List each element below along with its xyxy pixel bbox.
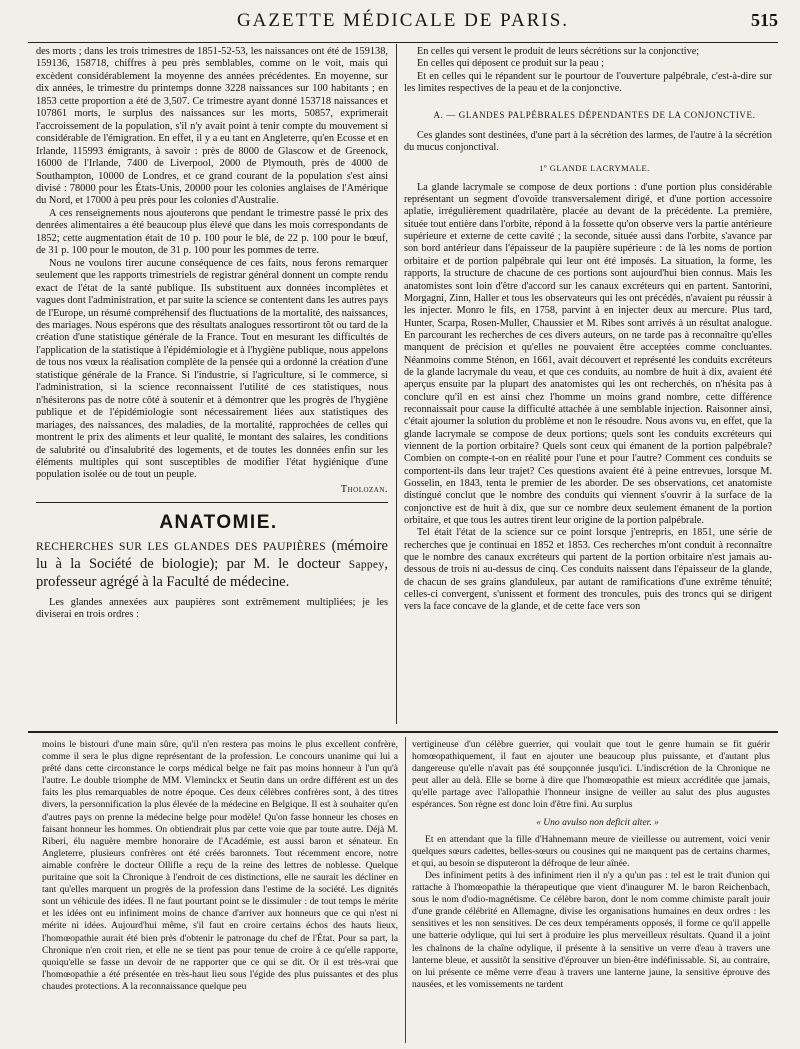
gland-type-1: En celles qui versent le produit de leurs sécrétions sur la conjonctive; [417, 46, 700, 57]
author-signature: Tholozan. [340, 483, 388, 495]
latin-quote: « Uno avulso non deficit alter. » [536, 816, 659, 828]
feuilleton-right-paragraph-3: Des infiniment petits à des infiniment rien il n'y a qu'un pas : tel est le trait d'union qui rattache à l'homœopathie la thérapeutique que vient d'inaugurer M. le baron Reichenbach, sous le nom d'odio-magnétisme. Ce célèbre baron, dont le nom comme chimiste paraît jouir d'une grande célébrité en Allemagne, divise les organisations humaines en deux ordres : les sensitives et les non sensitives. De ces deux tempéraments opposés, il forme ce qu'il appelle une batterie odylique, qui lui sert à produire les plus merveilleux résultats. Quand il a joint les chaînons de la chaîne odylique, il présente à la sensitive un verre d'eau à travers une lanterne bleue, et aussitôt la sensitive d'éprouver un bien-être indéfinissable. Si, au contraire, on lui présente ce même verre d'eau à travers une lanterne jaune, la sensitive éprouve des nausées, et les vomissements ne tardent [412, 869, 770, 990]
subsubsection-heading: 1º GLANDE LACRYMALE. [539, 163, 650, 174]
article-title-middle: (mémoire lu à la Société de biologie); par M. le docteur [36, 537, 388, 572]
header-rule [28, 42, 778, 43]
lacrymal-paragraph: La glande lacrymale se compose de deux portions : d'une portion plus considérable représentant un segment d'ovoïde transversalement dirigé, et d'une portion accessoire aplatie, irrégulièrement quadrilatère, placée au devant de la précédente. La première, située tout entière dans l'orbite, répond à la fossette qu'on observe vers la partie antérieure supérieure et externe de cette cavité ; la seconde, située aussi dans l'orbite, s'avance par son bord antérieur dans l'épaisseur de la paupière supérieure : de là les noms de portion orbitaire et de portion palpébrale qui leur ont été imposés. La situation, la forme, les rapports, la structure de chacune de ces portions sont aujourd'hui bien connus. Mais les anatomistes sont loin d'être d'accord sur les canaux excréteurs qui en partent. Santorini, Morgagni, Zinn, Haller et tous les observateurs qui les ont précédés, n'avaient pu réussir à les injecter. Monro le fils, en 1758, parvint à en injecter deux au mercure. Plus tard, Hunter, Scarpa, Rosen-Muller, Chaussier et M. Ribes sont arrivés à un résultat analogue. En parcourant les recherches de ces divers auteurs, on ne tarde pas à reconnaître qu'elles manquent de précision et qu'elles ne pouvaient être acceptées comme concluantes. Néanmoins comme Sténon, en 1661, avait découvert et représenté les conduits excréteurs de la glande lacrymale du veau, et que ces conduits, au nombre de huit à dix, avaient été aperçus ensuite par la plupart des anatomistes qui les ont recherchés, on n'hésita pas à conclure qu'il en est ainsi chez l'homme un moins grand nombre, cette différence reconnaissait pour cause la difficulté attachée à une semblable injection. Raisonner ainsi, c'était ajourner la solution du problème et non le résoudre. Nous avons vu, en effet, que la glande lacrymale se compose de deux portions; quels sont les conduits excréteurs qui viennent de la portion orbitaire? Quels sont ceux qui émanent de la portion palpébrale? Combien on compte-t-on en réalité pour l'une et pour l'autre? Comment ces conduits se comportent-ils dans leur trajet? Ces questions avaient été à peine entrevues, lorsque M. Gosselin, en 1843, tenta le premier de les aborder. De ses observations, cet anatomiste distingué conclut que le nombre des conduits qui viennent s'ouvrir à la surface de la conjonctive est de huit à dix, que sur ce nombre deux seulement émanent de la portion orbitaire, et que tous les autres tirent leur origine de la portion palpébrale. [404, 181, 772, 527]
prices-paragraph: A ces renseignements nous ajouterons que pendant le trimestre passé le prix des denrées alimentaires a été beaucoup plus élevé que dans les mois correspondants de 1852; cette augmentation était de 10 p. 100 pour le blé, de 22 p. 100 pour le bœuf, de 31 p. 100 pour le mouton, de 31 p. 100 pour les pommes de terre. [36, 207, 388, 257]
feuilleton-right-paragraph-2: Et en attendant que la fille d'Hahnemann meure de vieillesse ou autrement, voici venir quelques sœurs cadettes, belles-sœurs ou cousines qui ne manquent pas de certains charmes, et qui, au besoin se disputeront la défroque de leur aînée. [412, 833, 770, 869]
intro-paragraph: Les glandes annexées aux paupières sont extrêmement multipliées; je les diviserai en trois ordres : [36, 596, 388, 621]
statistics-paragraph: Nous ne voulons tirer aucune conséquence de ces faits, nous ferons remarquer seulement que les rapports trimestriels de registrar général donnent un compte rendu exact de l'état de la santé publique. Ils substituent aux données incomplètes et vagues dont l'administration, et par suite la science se contentent dans les autres pays de l'Europe, un résumé compréhensif des fluctuations de la mortalité, des naissances, des mariages. Nous espérons que des résultats analogues ressortiront tôt ou tard de la création d'une statistique générale de la France. Tout en mesurant les difficultés de l'application de la statistique à l'épidémiologie et à l'hygiène publique, nous appelons de tous nos vœux la réalisation complète de la pensée qui a ordonné la création d'une statistique générale de la France. Si l'industrie, si l'agriculture, si le commerce, si l'administration, si la science reconnaissent l'utilité de ces statistiques, nous n'hésiterons pas de notre côté à soutenir et à démontrer que les progrès de l'hygiène publique et de l'épidémiologie sont nécessairement liées aux statistiques des mariages, des naissances, des maladies, de la mortalité, rapprochées de celles qui montrent le prix des aliments et leur qualité, le montant des salaires, les conditions de salubrité ou d'insalubrité des logements, et de toutes les données enfin sur les éléments multiples qui sont susceptibles de modifier l'état hygiénique d'une population isolée ou de tout un peuple. [36, 257, 388, 481]
article-title-caps: RECHERCHES SUR LES GLANDES DES PAUPIÈRES [36, 540, 326, 553]
subsection-heading: A. — GLANDES PALPÉBRALES DÉPENDANTES DE LA CONJONCTIVE. [433, 110, 756, 121]
section-rule [36, 502, 388, 503]
gland-type-3: Et en celles qui le répandent sur le pourtour de l'ouverture palpébrale, c'est-à-dire sur les limites respectives de la peau et de la conjonctive. [404, 70, 772, 95]
feuilleton-left-paragraph: moins le bistouri d'une main sûre, qu'il n'en restera pas moins le plus excellent confrère, comme il sera le plus digne représentant de la profession. Le concours unanime qui lui a prêté dans cette circonstance le corps médical belge ne fait pas moins honneur à l'un qu'à l'autre. Le double triomphe de MM. Vleminckx et Seutin dans un ordre différent est un des faits les plus remarquables de notre époque. Ces deux célèbres confrères sont, à des titres divers, la personnification la plus élevée de la médecine en Belgique. Il est à souhaiter qu'en d'autres pays on prenne la médecine belge pour modèle! Qu'on fasse honneur les choses en faisant honneur les hommes. On obtiendrait plus par cette voie que par toute autre. Déjà M. Riberi, élu naguère membre honoraire de l'Académie, est aussi baron et sénateur. En Angleterre, plusieurs confrères ont été créés baronnets. Tout récemment encore, notre aimable confrère le docteur Ollifle a reçu de la reine des lettres de noblesse. Quelque puritaine que soit la Chronique à l'endroit de ces distinctions, elle ne saurait les décliner en tant qu'elles marquent un progrès de la profession dans l'estime de la société. Les dignités sont un véhicule des idées. Il ne faut pourtant point se le dissimuler : de tout temps le mérite et les idées ont eu infiniment moins de chance d'arriver aux honneurs que ce qui n'est ni mérite ni idées. Aujourd'hui même, s'il faut en croire certains échos des hauts lieux, l'homœopathie aurait été bien près d'obtenir le patronage du chef de l'État. Pour sa part, la Chronique n'en croit rien, et elle ne se tient pas pour tenue de croire à ce qu'elle rapporte, quoiqu'elle se fasse un devoir de ne rapporter que ce qui se dit. Or il est très-vrai que l'homœopathie a été présentée en très-haut lieu sous l'égide des plus puissantes et des plus chaudes protections. A la reconnaissance quelque peu [42, 739, 398, 992]
gland-type-2: En celles qui déposent ce produit sur la peau ; [417, 58, 604, 70]
right-column [404, 46, 772, 614]
feuilleton-rule [28, 731, 778, 733]
left-column [36, 46, 388, 622]
feuilleton-right [412, 739, 770, 991]
article-title-end: , professeur agrégé à la Faculté de médecine. [36, 555, 388, 590]
feuilleton-left [42, 739, 398, 993]
article-author: Sappey [348, 558, 385, 571]
feuilleton-right-paragraph-1: vertigineuse d'un célèbre guerrier, qui voulait que tout le genre humain se fit guérir homœopathiquement, il faut en ajouter une beaucoup plus puissante, et d'autant plus dangereuse qu'elle n'avait pas été soupçonnée jusqu'ici. L'indiscrétion de la Chronique ne peut aller au delà. Elle se borne à dire que l'homœopathie est mieux accréditée que jamais, qu'elle partage avec l'allopathie l'honneur insigne de veiller au salut des plus augustes espérances. Son règne est donc loin d'être fini. Au surplus [412, 739, 770, 811]
demography-paragraph: des morts ; dans les trois trimestres de 1851-52-53, les naissances ont été de 159138, 159136, 158718, chiffres à peu près semblables, comme on le voit, mais qui excèdent considérablement la moyenne des années précédentes. En moyenne, sur dix années, le trimestre du printemps donne 3228 naissances sur 100 habitants ; en 1853 cette proportion a été de 3,507. Ce trimestre ayant donné 153718 naissances et 107861 morts, le surplus des naissances sur les morts, 50857, exprimerait l'accroissement de la population, s'il n'y avait point à tenir compte du mouvement si considérable de l'émigration. En effet, il y a eu tant en Angleterre, qu'en Ecosse et en Irlande, 115993 émigrants, à savoir : près de 8000 de Glascow et de Greenock, 16000 de l'Irlande, 7400 de Liverpool, 2000 de Plymouth, près de 4000 de Southampton, 10000 de Londres, et ce grand courant de la population s'est ainsi divisé : 78000 pour les États-Unis, 20000 pour les colonies anglaises de l'Amérique du Nord, et 17000 à peu près pour les colonies d'Australie. [36, 46, 388, 207]
page-number: 515 [751, 10, 778, 30]
column-divider [396, 44, 397, 724]
research-paragraph: Tel était l'état de la science sur ce point lorsque j'entrepris, en 1851, une série de recherches que je continuai en 1852 et 1853. Ces recherches m'ont conduit à reconnaître que le nombre des canaux excréteurs qui partent de la portion orbitaire n'est jamais au-dessous de trois ni au-dessus de cinq. Ces conduits naissent dans l'épaisseur de la glande, de chacun de ses grains glanduleux, par autant de ramifications d'une extrême ténuité; celles-ci convergent, s'unissent et forment des troncules, puis des troncs qui se dirigent vers la face concave de la glande, et de cette face vers son [404, 527, 772, 613]
glands-purpose-paragraph: Ces glandes sont destinées, d'une part à la sécrétion des larmes, de l'autre à la sécrétion du mucus conjonctival. [404, 129, 772, 154]
feuilleton-divider [405, 737, 406, 1043]
article-title [36, 538, 388, 591]
page-header [28, 6, 778, 40]
section-heading: ANATOMIE. [159, 512, 278, 534]
running-title: GAZETTE MÉDICALE DE PARIS. [236, 10, 570, 31]
